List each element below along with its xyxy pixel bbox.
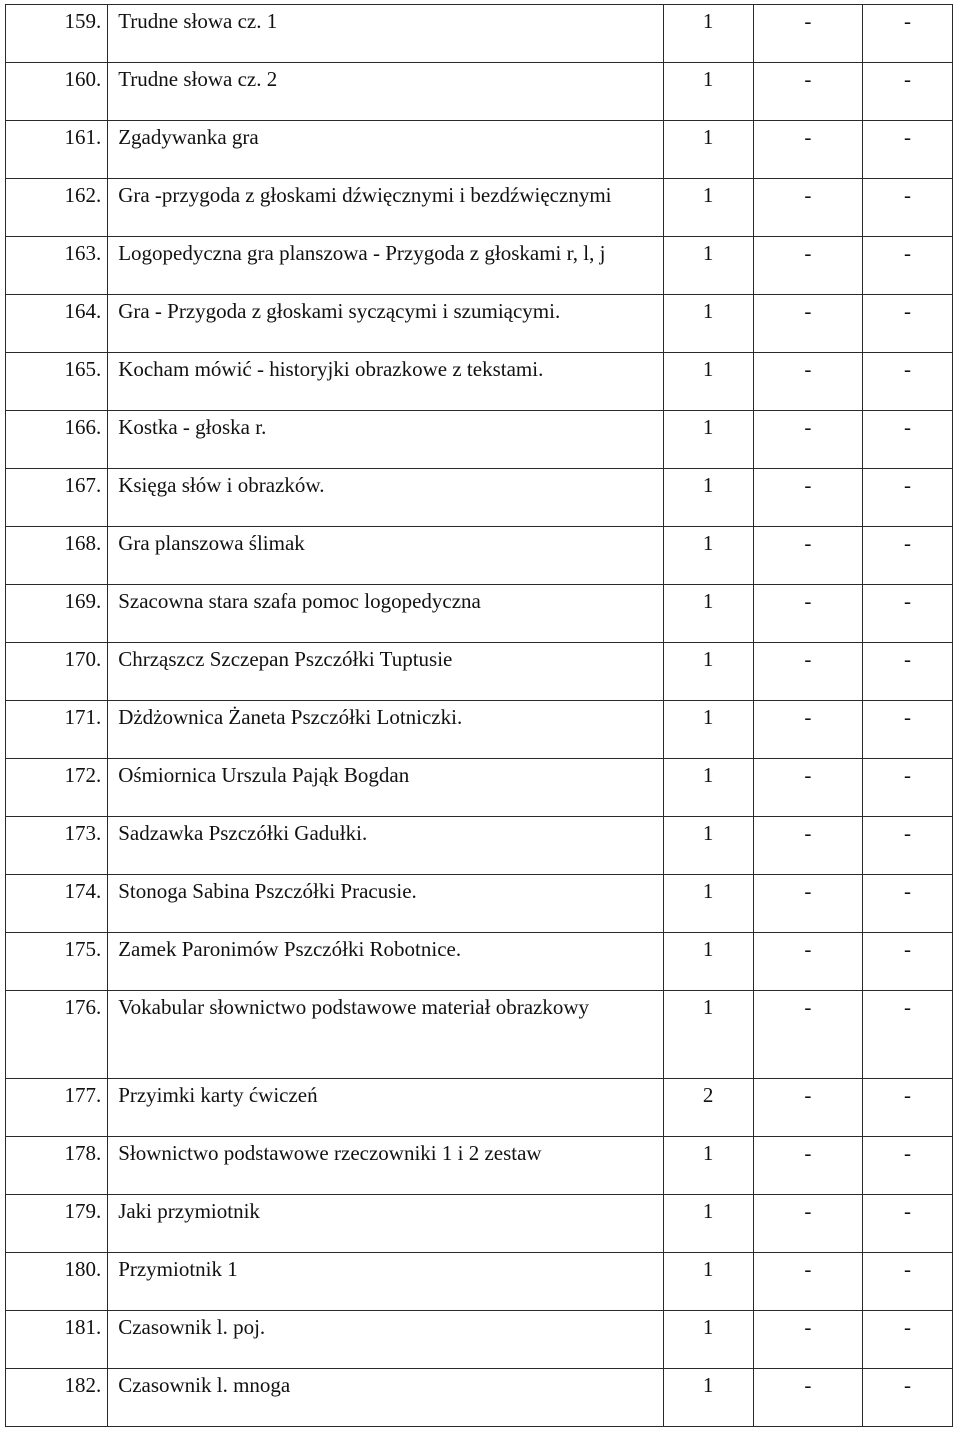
inventory-table	[5, 4, 953, 1427]
item-quantity: 1	[663, 469, 753, 527]
item-title: Szacowna stara szafa pomoc logopedyczna	[108, 585, 663, 643]
item-quantity: 1	[663, 179, 753, 237]
item-col-b: -	[863, 759, 953, 817]
table-row	[6, 933, 953, 991]
item-col-b: -	[863, 353, 953, 411]
table-row	[6, 817, 953, 875]
item-quantity: 2	[663, 1079, 753, 1137]
item-title: Chrząszcz Szczepan Pszczółki Tuptusie	[108, 643, 663, 701]
item-col-a: -	[753, 1079, 863, 1137]
item-number: 161.	[6, 121, 108, 179]
item-col-a: -	[753, 237, 863, 295]
item-quantity: 1	[663, 237, 753, 295]
item-title: Jaki przymiotnik	[108, 1195, 663, 1253]
table-row	[6, 991, 953, 1079]
item-title: Księga słów i obrazków.	[108, 469, 663, 527]
item-quantity: 1	[663, 527, 753, 585]
table-row	[6, 63, 953, 121]
table-row	[6, 179, 953, 237]
item-quantity: 1	[663, 63, 753, 121]
item-number: 182.	[6, 1369, 108, 1427]
item-col-a: -	[753, 469, 863, 527]
item-title: Kocham mówić - historyjki obrazkowe z tekstami.	[108, 353, 663, 411]
item-col-b: -	[863, 237, 953, 295]
item-col-a: -	[753, 1369, 863, 1427]
item-quantity: 1	[663, 933, 753, 991]
table-row	[6, 1195, 953, 1253]
item-number: 160.	[6, 63, 108, 121]
table-row	[6, 585, 953, 643]
item-number: 167.	[6, 469, 108, 527]
item-col-a: -	[753, 121, 863, 179]
item-quantity: 1	[663, 1253, 753, 1311]
item-col-a: -	[753, 63, 863, 121]
item-col-b: -	[863, 991, 953, 1079]
item-col-b: -	[863, 411, 953, 469]
item-quantity: 1	[663, 1369, 753, 1427]
table-row	[6, 295, 953, 353]
item-number: 181.	[6, 1311, 108, 1369]
item-col-b: -	[863, 1195, 953, 1253]
item-col-b: -	[863, 1311, 953, 1369]
item-number: 163.	[6, 237, 108, 295]
item-col-a: -	[753, 817, 863, 875]
item-col-a: -	[753, 1195, 863, 1253]
item-col-b: -	[863, 933, 953, 991]
item-title: Czasownik l. poj.	[108, 1311, 663, 1369]
table-row	[6, 1253, 953, 1311]
table-row	[6, 121, 953, 179]
table-row	[6, 237, 953, 295]
item-col-b: -	[863, 1079, 953, 1137]
table-row	[6, 1369, 953, 1427]
item-quantity: 1	[663, 1137, 753, 1195]
item-title: Zgadywanka gra	[108, 121, 663, 179]
item-col-a: -	[753, 1311, 863, 1369]
item-number: 179.	[6, 1195, 108, 1253]
item-number: 165.	[6, 353, 108, 411]
item-title: Vokabular słownictwo podstawowe materiał obrazkowy	[108, 991, 663, 1079]
item-col-b: -	[863, 179, 953, 237]
item-quantity: 1	[663, 1311, 753, 1369]
item-col-a: -	[753, 1137, 863, 1195]
item-quantity: 1	[663, 701, 753, 759]
item-col-a: -	[753, 411, 863, 469]
item-number: 169.	[6, 585, 108, 643]
table-row	[6, 411, 953, 469]
item-title: Słownictwo podstawowe rzeczowniki 1 i 2 zestaw	[108, 1137, 663, 1195]
inventory-table-body	[6, 5, 953, 1427]
table-row	[6, 5, 953, 63]
table-row	[6, 527, 953, 585]
item-title: Kostka - głoska r.	[108, 411, 663, 469]
item-number: 172.	[6, 759, 108, 817]
item-quantity: 1	[663, 817, 753, 875]
item-col-b: -	[863, 585, 953, 643]
item-quantity: 1	[663, 295, 753, 353]
item-col-a: -	[753, 353, 863, 411]
item-quantity: 1	[663, 121, 753, 179]
item-quantity: 1	[663, 411, 753, 469]
item-col-b: -	[863, 701, 953, 759]
table-row	[6, 1311, 953, 1369]
item-col-a: -	[753, 759, 863, 817]
item-col-a: -	[753, 527, 863, 585]
table-row	[6, 469, 953, 527]
item-number: 173.	[6, 817, 108, 875]
item-title: Gra -przygoda z głoskami dźwięcznymi i bezdźwięcznymi	[108, 179, 663, 237]
item-col-b: -	[863, 1253, 953, 1311]
item-number: 159.	[6, 5, 108, 63]
item-title: Logopedyczna gra planszowa - Przygoda z głoskami r, l, j	[108, 237, 663, 295]
item-title: Trudne słowa cz. 1	[108, 5, 663, 63]
table-row	[6, 353, 953, 411]
item-col-b: -	[863, 469, 953, 527]
table-row	[6, 875, 953, 933]
item-quantity: 1	[663, 875, 753, 933]
item-col-a: -	[753, 5, 863, 63]
item-col-b: -	[863, 875, 953, 933]
item-col-a: -	[753, 295, 863, 353]
item-col-b: -	[863, 817, 953, 875]
item-col-a: -	[753, 179, 863, 237]
item-col-b: -	[863, 1369, 953, 1427]
item-col-b: -	[863, 121, 953, 179]
item-col-a: -	[753, 991, 863, 1079]
item-number: 170.	[6, 643, 108, 701]
item-number: 180.	[6, 1253, 108, 1311]
item-number: 166.	[6, 411, 108, 469]
item-quantity: 1	[663, 585, 753, 643]
item-number: 168.	[6, 527, 108, 585]
item-number: 164.	[6, 295, 108, 353]
table-row	[6, 1079, 953, 1137]
item-quantity: 1	[663, 5, 753, 63]
item-quantity: 1	[663, 759, 753, 817]
item-col-b: -	[863, 63, 953, 121]
item-col-a: -	[753, 701, 863, 759]
item-title: Przymiotnik 1	[108, 1253, 663, 1311]
item-col-b: -	[863, 643, 953, 701]
item-col-a: -	[753, 1253, 863, 1311]
item-title: Przyimki karty ćwiczeń	[108, 1079, 663, 1137]
item-number: 162.	[6, 179, 108, 237]
item-title: Sadzawka Pszczółki Gadułki.	[108, 817, 663, 875]
item-title: Gra - Przygoda z głoskami syczącymi i szumiącymi.	[108, 295, 663, 353]
item-quantity: 1	[663, 1195, 753, 1253]
item-number: 177.	[6, 1079, 108, 1137]
item-col-a: -	[753, 643, 863, 701]
item-col-b: -	[863, 527, 953, 585]
item-number: 174.	[6, 875, 108, 933]
item-col-b: -	[863, 5, 953, 63]
table-row	[6, 643, 953, 701]
item-title: Czasownik l. mnoga	[108, 1369, 663, 1427]
item-title: Stonoga Sabina Pszczółki Pracusie.	[108, 875, 663, 933]
table-row	[6, 759, 953, 817]
item-title: Trudne słowa cz. 2	[108, 63, 663, 121]
item-quantity: 1	[663, 353, 753, 411]
item-title: Ośmiornica Urszula Pająk Bogdan	[108, 759, 663, 817]
item-col-b: -	[863, 1137, 953, 1195]
item-title: Dżdżownica Żaneta Pszczółki Lotniczki.	[108, 701, 663, 759]
item-col-a: -	[753, 933, 863, 991]
item-col-a: -	[753, 585, 863, 643]
table-row	[6, 1137, 953, 1195]
item-number: 171.	[6, 701, 108, 759]
item-quantity: 1	[663, 643, 753, 701]
table-row	[6, 701, 953, 759]
item-number: 176.	[6, 991, 108, 1079]
item-number: 175.	[6, 933, 108, 991]
item-col-a: -	[753, 875, 863, 933]
item-number: 178.	[6, 1137, 108, 1195]
item-col-b: -	[863, 295, 953, 353]
item-title: Zamek Paronimów Pszczółki Robotnice.	[108, 933, 663, 991]
item-quantity: 1	[663, 991, 753, 1079]
item-title: Gra planszowa ślimak	[108, 527, 663, 585]
